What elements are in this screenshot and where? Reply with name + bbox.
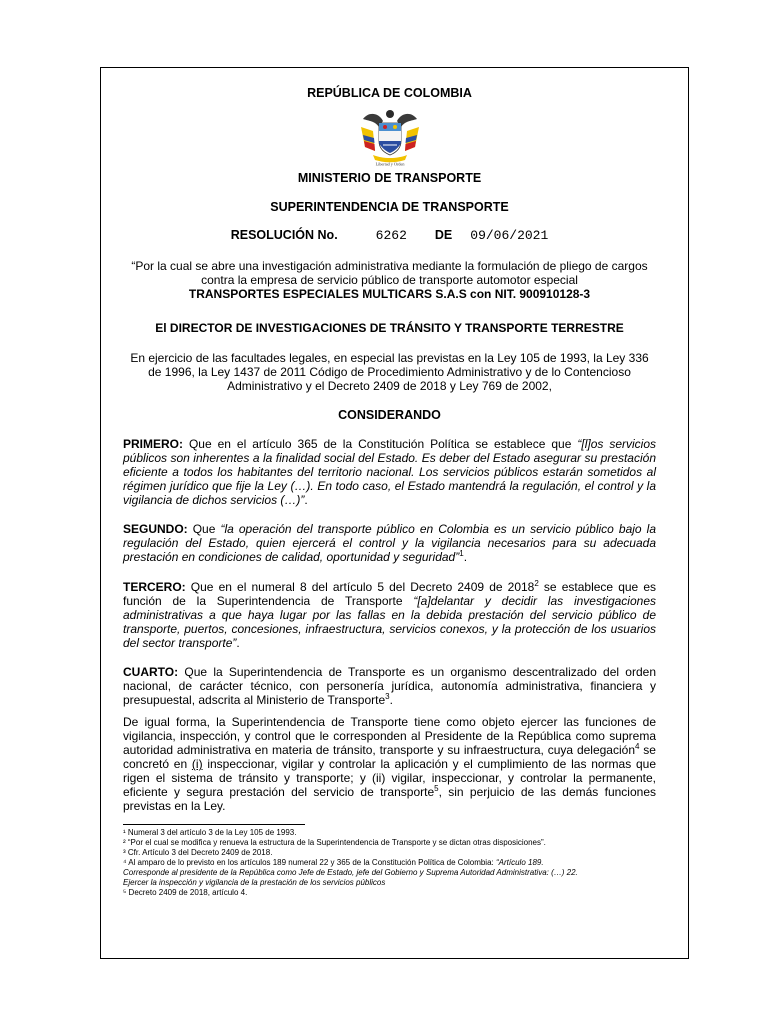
footnote-4-lead: ⁴ Al amparo de lo previsto en los artículos 189 numeral 22 y 365 de la Constitución Política de Colombia:: [123, 858, 496, 867]
segundo-quote: “la operación del transporte público en Colombia es un servicio público bajo la regulación del Estado, quien ejercerá el control y la vigilancia necesarios para su adecuada prestación en condiciones de calidad, oportunidad y seguridad”: [123, 522, 656, 564]
paragraph-primero: [123, 437, 656, 507]
tercero-label: TERCERO:: [123, 580, 186, 594]
crest-motto: Libertad y Orden: [375, 161, 404, 167]
paragraph-cuarto: [123, 665, 656, 707]
segundo-label: SEGUNDO:: [123, 522, 188, 536]
director-heading: El DIRECTOR DE INVESTIGACIONES DE TRÁNSITO Y TRANSPORTE TERRESTRE: [155, 321, 624, 335]
subject-line: “Por la cual se abre una investigación administrativa mediante la formulación de pliego de cargos contra la empresa de servicio público de transporte automotor especial: [131, 259, 648, 287]
primero-quote: “[l]os servicios públicos son inherentes a la finalidad social del Estado. Es deber del Estado asegurar su prestación eficiente a todos los habitantes del territorio nacional. Los servicios públicos estarán sometidos al régimen jurídico que fije la Ley (…). En todo caso, el Estado mantendrá la regulación, el control y la vigilancia de dichos servicios (…)”: [123, 437, 656, 507]
preamble: En ejercicio de las facultades legales, en especial las previstas en la Ley 105 de 1993, la Ley 336 de 1996, la Ley 1437 de 2011 Código de Procedimiento Administrativo y de lo Contencioso Administrativo y el Decreto 2409 de 2018 y Ley 769 de 2002,: [130, 351, 649, 393]
igual-forma-roman-i: (i): [191, 757, 203, 771]
considerando-heading: CONSIDERANDO: [338, 408, 441, 422]
footnote-ref-5: 5: [434, 784, 439, 793]
footnote-4-quote-3: Ejercer la inspección y vigilancia de la prestación de los servicios públicos: [123, 878, 386, 887]
segundo-text: Que: [187, 522, 221, 536]
footnote-4-quote-2: Corresponde al presidente de la República como Jefe de Estado, jefe del Gobierno y Suprema Autoridad Administrativa: (…) 22.: [123, 868, 578, 877]
resolution-number: 6262: [375, 228, 407, 243]
paragraph-segundo: [123, 522, 656, 564]
igual-forma-text-4: , sin perjuicio de las demás funciones previstas en la Ley.: [123, 785, 656, 813]
footnote-ref-4: 4: [635, 742, 640, 751]
republic-heading: REPÚBLICA DE COLOMBIA: [307, 86, 472, 100]
footnote-3: ³ Cfr. Artículo 3 del Decreto 2409 de 2018.: [123, 848, 273, 857]
ministry-heading: MINISTERIO DE TRANSPORTE: [297, 171, 482, 185]
segundo-end: .: [463, 550, 468, 564]
coat-of-arms-icon: [355, 105, 425, 167]
cuarto-end: .: [389, 693, 393, 707]
paragraph-igual-forma: [123, 715, 656, 813]
primero-text: Que en el artículo 365 de la Constitución Política se establece que: [183, 437, 578, 451]
footnote-4: [123, 858, 656, 868]
tercero-text-2: se establece que es función de la Superintendencia de Transporte: [123, 580, 657, 608]
igual-forma-text-2: se concretó en: [123, 743, 656, 771]
footnote-4-continued-2: [123, 878, 656, 888]
igual-forma-text: De igual forma, la Superintendencia de Transporte tiene como objeto ejercer las funciones de vigilancia, inspección, y control que le corresponden al Presidente de la República como suprema autoridad administrativa en materia de tránsito, transporte y su infraestructura, cuya delegación: [123, 715, 656, 757]
resolution-de-label: DE: [434, 228, 453, 242]
resolution-date: 09/06/2021: [470, 228, 549, 243]
resolution-subject: [123, 259, 656, 301]
primero-end: .: [304, 493, 308, 507]
footnote-ref-3: 3: [385, 692, 390, 701]
footnote-4-continued: [123, 868, 656, 878]
subject-company: TRANSPORTES ESPECIALES MULTICARS S.A.S con NIT. 900910128-3: [188, 287, 591, 301]
resolution-label: RESOLUCIÓN No.: [230, 228, 338, 242]
tercero-end: .: [236, 636, 240, 650]
document-body: [123, 86, 656, 898]
footnotes: [123, 828, 656, 898]
resolution-line: [123, 228, 656, 243]
footnote-separator: [123, 824, 305, 825]
tercero-quote: “[a]delantar y decidir las investigaciones administrativas a que haya lugar por las fallas en la debida prestación del servicio público de transporte, puertos, concesiones, infraestructura, servicios conexos, y la protección de los usuarios del sector transporte”: [123, 594, 656, 650]
cuarto-label: CUARTO:: [123, 665, 179, 679]
footnote-ref-1: 1: [459, 549, 464, 558]
igual-forma-text-3: inspeccionar, vigilar y controlar la aplicación y el cumplimiento de las normas que rigen el sistema de tránsito y transporte; y (ii) vigilar, inspeccionar, y controlar la permanente, eficiente y segura prestación del servicio de transporte: [123, 757, 656, 799]
footnote-5: ⁵ Decreto 2409 de 2018, artículo 4.: [123, 888, 248, 897]
primero-label: PRIMERO:: [123, 437, 183, 451]
tercero-text: Que en el numeral 8 del artículo 5 del Decreto 2409 de 2018: [185, 580, 535, 594]
cuarto-text: Que la Superintendencia de Transporte es un organismo descentralizado del orden nacional, de carácter técnico, con personería jurídica, autonomía administrativa, financiera y presupuestal, adscrita al Ministerio de Transporte: [123, 665, 656, 707]
footnote-4-quote-1: “Artículo 189.: [495, 858, 544, 867]
footnote-ref-2: 2: [534, 579, 539, 588]
paragraph-tercero: [123, 580, 656, 650]
footnote-2: ² “Por el cual se modifica y renueva la estructura de la Superintendencia de Transporte y se dictan otras disposiciones”.: [123, 838, 546, 847]
superintendency-heading: SUPERINTENDENCIA DE TRANSPORTE: [270, 200, 509, 214]
footnote-1: ¹ Numeral 3 del artículo 3 de la Ley 105 de 1993.: [123, 828, 297, 837]
